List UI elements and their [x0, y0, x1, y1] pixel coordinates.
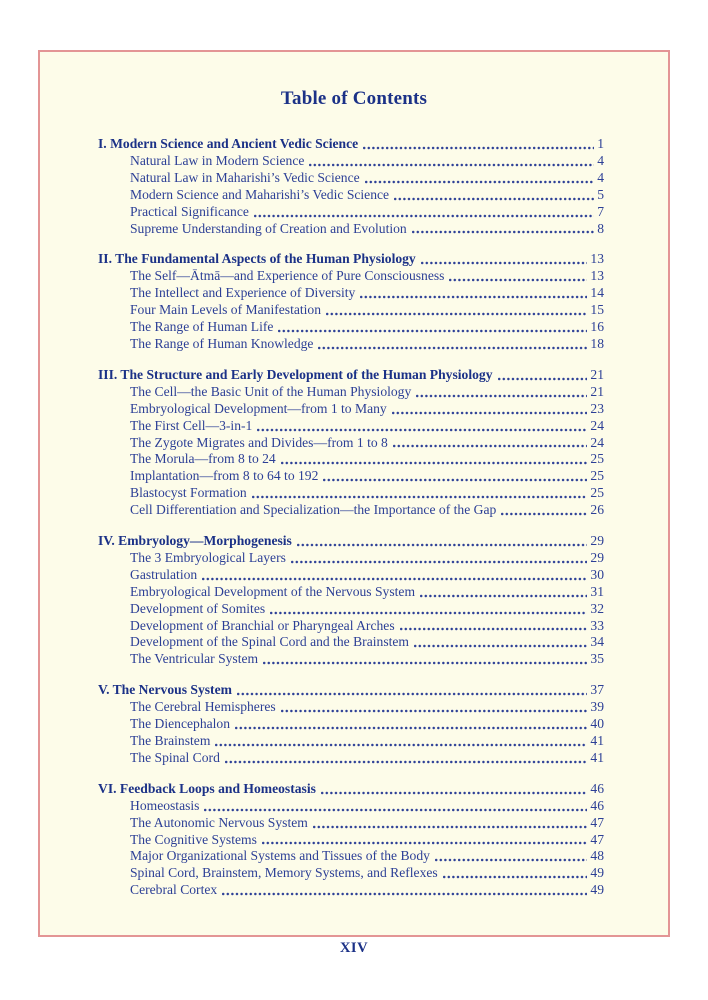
toc-entry-label: The Diencephalon [130, 716, 231, 732]
toc-entry [98, 567, 604, 584]
dot-leader [278, 329, 587, 333]
dot-leader [421, 261, 588, 265]
toc-entry [98, 418, 604, 435]
toc-entry-page: 40 [590, 716, 604, 732]
dot-leader [412, 230, 594, 234]
toc-entry-page: 24 [590, 434, 604, 450]
dot-leader [394, 197, 594, 201]
page-number: XIV [339, 940, 369, 956]
toc-entry [98, 848, 604, 865]
toc-entry-label: IV. Embryology—Morphogenesis [98, 533, 292, 549]
toc-entry [98, 832, 604, 849]
toc-entry-label: Modern Science and Maharishi’s Vedic Science [130, 186, 390, 202]
toc-entry-label: Spinal Cord, Brainstem, Memory Systems, and Reflexes [130, 865, 438, 881]
dot-leader [204, 808, 587, 812]
toc-entry [98, 882, 604, 899]
toc-section [98, 533, 604, 668]
toc-entry-page: 25 [590, 485, 604, 501]
toc-entry-label: Embryological Development of the Nervous System [130, 583, 416, 599]
dot-leader [215, 743, 587, 747]
toc-entry-page: 21 [590, 366, 604, 382]
toc-entry-label: Embryological Development—from 1 to Many [130, 400, 387, 416]
toc-entry-label: Cerebral Cortex [130, 882, 218, 898]
dot-leader [326, 312, 587, 316]
toc-entry-page: 39 [590, 699, 604, 715]
toc-entry-page: 41 [590, 749, 604, 765]
toc-entry-label: The Range of Human Life [130, 319, 274, 335]
dot-leader [225, 760, 588, 764]
toc-entry-label: Development of the Spinal Cord and the Brainstem [130, 634, 409, 650]
toc-entry [98, 485, 604, 502]
toc-entry-label: The Autonomic Nervous System [130, 814, 308, 830]
toc-entry [98, 716, 604, 733]
toc-entry-page: 33 [590, 617, 604, 633]
toc-entry-label: Four Main Levels of Manifestation [130, 302, 322, 318]
dot-leader [449, 278, 587, 282]
toc-entry-page: 49 [590, 882, 604, 898]
toc-entry [98, 384, 604, 401]
toc-entry-label: The Range of Human Knowledge [130, 335, 314, 351]
toc-entry-page: 29 [590, 533, 604, 549]
toc-entry [98, 401, 604, 418]
toc-entry [98, 550, 604, 567]
toc-entry-page: 32 [590, 600, 604, 616]
dot-leader [309, 163, 594, 167]
dot-leader [435, 858, 587, 862]
toc-entry [98, 634, 604, 651]
toc-entry-label: Implantation—from 8 to 64 to 192 [130, 468, 319, 484]
toc-entry [98, 285, 604, 302]
dot-leader [281, 461, 588, 465]
dot-leader [263, 661, 587, 665]
toc-entry-label: Homeostasis [130, 797, 200, 813]
toc-section [98, 682, 604, 767]
toc-entry-label: V. The Nervous System [98, 682, 232, 698]
toc-entry-label: The Brainstem [130, 733, 211, 748]
toc-entry-page: 26 [590, 502, 604, 518]
dot-leader [291, 560, 588, 564]
dot-leader [281, 709, 588, 713]
toc-entry-page: 5 [597, 186, 604, 202]
dot-leader [360, 295, 587, 299]
toc-entry [98, 302, 604, 319]
dot-leader [252, 495, 588, 499]
dot-leader [297, 543, 588, 547]
toc-entry [98, 584, 604, 601]
toc-entry-page: 24 [590, 417, 604, 433]
toc-entry-page: 7 [597, 203, 604, 219]
toc-entry-page: 21 [590, 383, 604, 399]
toc-entry [98, 865, 604, 882]
toc-entry [98, 204, 604, 221]
toc-entry-page: 46 [590, 780, 604, 796]
toc-entry [98, 699, 604, 716]
toc-entry-label: The Self—Ātmā—and Experience of Pure Consciousness [130, 268, 445, 284]
dot-leader [262, 841, 588, 845]
toc-entry [98, 435, 604, 452]
toc-entry-page: 14 [590, 285, 604, 301]
toc-entry [98, 319, 604, 336]
toc-section [98, 367, 604, 519]
toc-section [98, 251, 604, 352]
toc-entry [98, 468, 604, 485]
toc-entry-label: The Cerebral Hemispheres [130, 699, 276, 715]
toc-entry [98, 336, 604, 353]
toc-entry-page: 47 [590, 814, 604, 830]
toc-entry-page: 13 [590, 251, 604, 267]
dot-leader [392, 411, 588, 415]
dot-leader [254, 214, 594, 218]
dot-leader [393, 444, 588, 448]
toc-entry-page: 25 [590, 451, 604, 467]
toc-entry-label: The Spinal Cord [130, 749, 220, 765]
toc-entry-label: The Cognitive Systems [130, 831, 257, 847]
dot-leader [313, 825, 588, 829]
dot-leader [400, 627, 588, 631]
toc-entry-page: 25 [590, 468, 604, 484]
toc-entry [98, 601, 604, 618]
dot-leader [363, 146, 594, 150]
dot-leader [323, 478, 587, 482]
toc-entry [98, 451, 604, 468]
toc-entry-label: The Intellect and Experience of Diversity [130, 285, 356, 301]
toc-entry-label: The Cell—the Basic Unit of the Human Physiology [130, 383, 412, 399]
dot-leader [420, 594, 587, 598]
toc-entry-page: 48 [590, 848, 604, 864]
toc-entry [98, 618, 604, 635]
toc-entry-label: II. The Fundamental Aspects of the Human Physiology [98, 251, 416, 267]
toc-entry-label: The 3 Embryological Layers [130, 549, 286, 565]
dot-leader [414, 644, 587, 648]
toc-entry-page: 29 [590, 549, 604, 565]
toc-entry [98, 153, 604, 170]
toc-entry [98, 268, 604, 285]
toc-entry [98, 750, 604, 767]
toc-entry-page: 49 [590, 865, 604, 881]
toc-section-heading [98, 682, 604, 699]
toc-entry-page: 15 [590, 302, 604, 318]
toc-section [98, 136, 604, 237]
toc-entry-page: 47 [590, 831, 604, 847]
toc-entry-page: 46 [590, 797, 604, 813]
page-title: Table of Contents [280, 88, 428, 109]
toc-entry-label: The Morula—from 8 to 24 [130, 451, 276, 467]
dot-leader [237, 692, 587, 696]
toc-entry-label: Natural Law in Maharishi’s Vedic Science [130, 169, 360, 185]
dot-leader [443, 875, 588, 879]
toc-entry-label: Supreme Understanding of Creation and Evolution [130, 220, 407, 236]
toc-entry [98, 502, 604, 519]
dot-leader [321, 791, 588, 795]
toc-entry-page: 23 [590, 400, 604, 416]
toc-entry-label: Development of Branchial or Pharyngeal Arches [130, 617, 395, 633]
dot-leader [270, 611, 587, 615]
toc-entry-label: III. The Structure and Early Development of the Human Physiology [98, 366, 493, 382]
toc-entry-page: 8 [597, 220, 604, 236]
toc-section-heading [98, 136, 604, 153]
toc-entry-page: 41 [590, 733, 604, 748]
toc-entry-label: I. Modern Science and Ancient Vedic Science [98, 136, 359, 151]
toc-entry-page: 35 [590, 651, 604, 667]
toc-section-heading [98, 367, 604, 384]
toc-entry-page: 18 [590, 335, 604, 351]
toc-entry [98, 651, 604, 668]
toc-section [98, 781, 604, 899]
toc-entry-page: 31 [590, 583, 604, 599]
page-frame [38, 50, 670, 937]
toc-section-heading [98, 251, 604, 268]
dot-leader [416, 394, 587, 398]
toc-entry-label: The Ventricular System [130, 651, 259, 667]
toc-entry-page: 30 [590, 566, 604, 582]
toc-entry-page: 4 [597, 169, 604, 185]
dot-leader [318, 346, 587, 350]
dot-leader [222, 892, 587, 896]
toc-entry-page: 4 [597, 152, 604, 168]
toc-section-heading [98, 781, 604, 798]
toc-entry-page: 13 [590, 268, 604, 284]
toc-entry-page: 37 [590, 682, 604, 698]
toc-entry-label: Practical Significance [130, 203, 249, 219]
toc-entry [98, 170, 604, 187]
dot-leader [202, 577, 587, 581]
toc-entry-label: The First Cell—3-in-1 [130, 417, 253, 433]
toc-entry-label: Cell Differentiation and Specialization—the Importance of the Gap [130, 502, 497, 518]
toc-entry [98, 815, 604, 832]
toc-entry [98, 733, 604, 750]
toc-entry-page: 1 [597, 136, 604, 151]
toc-entry [98, 221, 604, 238]
dot-leader [235, 726, 587, 730]
toc-entry [98, 798, 604, 815]
toc-entry-label: The Zygote Migrates and Divides—from 1 to 8 [130, 434, 388, 450]
toc-entry [98, 187, 604, 204]
toc-entry-label: Major Organizational Systems and Tissues of the Body [130, 848, 430, 864]
toc-entry-label: Natural Law in Modern Science [130, 152, 305, 168]
toc-list [40, 136, 668, 899]
toc-entry-label: Development of Somites [130, 600, 266, 616]
dot-leader [257, 428, 587, 432]
toc-entry-page: 16 [590, 319, 604, 335]
toc-entry-page: 34 [590, 634, 604, 650]
toc-entry-label: VI. Feedback Loops and Homeostasis [98, 780, 316, 796]
dot-leader [501, 512, 587, 516]
dot-leader [365, 180, 595, 184]
toc-entry-label: Gastrulation [130, 566, 198, 582]
toc-entry-label: Blastocyst Formation [130, 485, 247, 501]
toc-section-heading [98, 533, 604, 550]
dot-leader [498, 377, 588, 381]
